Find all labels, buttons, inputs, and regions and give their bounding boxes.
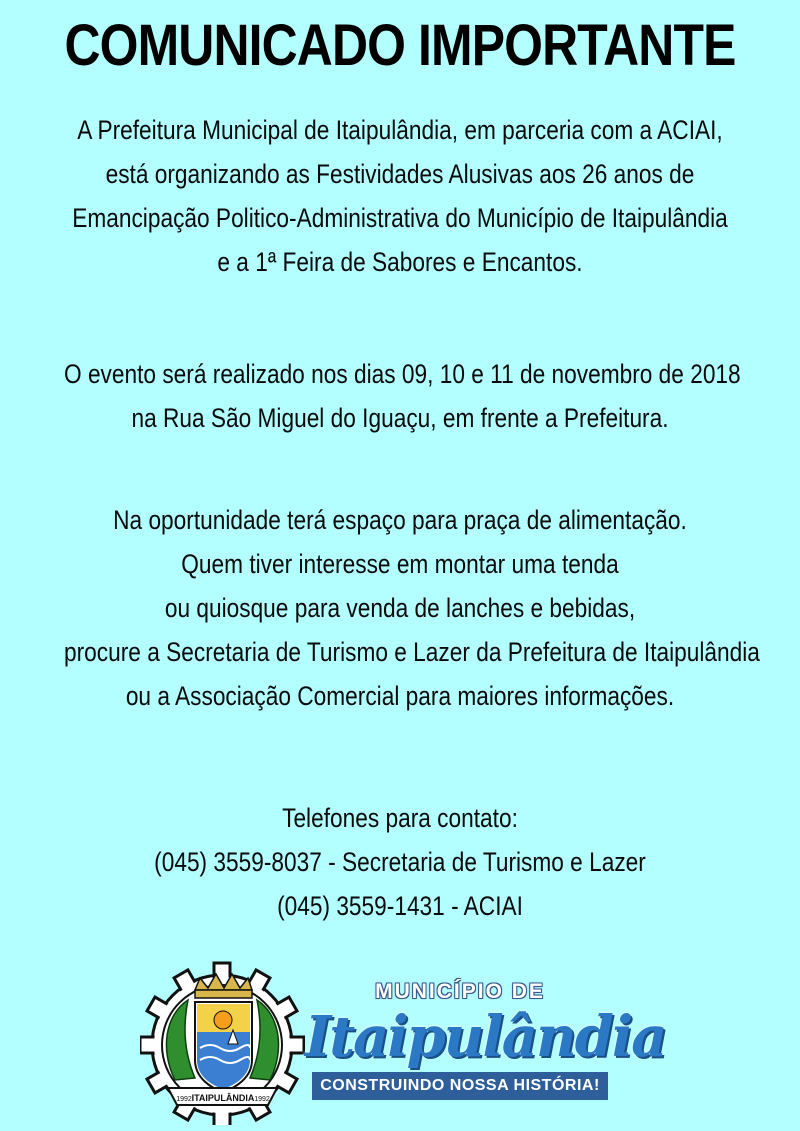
intro-line: está organizando as Festividades Alusivas aos 26 anos de <box>105 159 695 189</box>
contact-heading: Telefones para contato: <box>282 803 518 833</box>
intro-line: Emancipação Politico-Administrativa do Município de Itaipulândia <box>72 203 728 233</box>
event-line: na Rua São Miguel do Iguaçu, em frente a Prefeitura. <box>131 403 669 433</box>
municipal-crest-icon <box>140 960 305 1125</box>
food-line: ou quiosque para venda de lanches e bebidas, <box>164 593 636 623</box>
food-line: procure a Secretaria de Turismo e Lazer da Prefeitura de Itaipulândia <box>64 637 760 667</box>
brand-top-text: MUNICÍPIO DE <box>375 980 545 1003</box>
intro-paragraph <box>0 108 800 284</box>
intro-line: e a 1ª Feira de Sabores e Encantos. <box>217 247 583 277</box>
crest-year-left: 1992 <box>176 1096 192 1103</box>
contact-phone-line: (045) 3559-1431 - ACIAI <box>277 891 523 921</box>
food-line: ou a Associação Comercial para maiores informações. <box>125 681 675 711</box>
municipality-logo <box>305 978 666 1118</box>
brand-tagline: CONSTRUINDO NOSSA HISTÓRIA! <box>312 1072 608 1100</box>
contact-phone-line: (045) 3559-8037 - Secretaria de Turismo e Lazer <box>154 847 646 877</box>
intro-line: A Prefeitura Municipal de Itaipulândia, em parceria com a ACIAI, <box>77 115 723 145</box>
event-paragraph <box>0 352 800 440</box>
food-line: Quem tiver interesse em montar uma tenda <box>181 549 619 579</box>
footer <box>0 960 800 1131</box>
crest-year-right: 1992 <box>254 1096 270 1103</box>
food-line: Na oportunidade terá espaço para praça de alimentação. <box>113 505 687 535</box>
page-title: COMUNICADO IMPORTANTE <box>64 13 736 78</box>
brand-name-text: Itaipulândia <box>305 1004 666 1070</box>
contact-paragraph <box>0 796 800 928</box>
event-line: O evento será realizado nos dias 09, 10 e 11 de novembro de 2018 <box>64 359 741 389</box>
food-paragraph <box>0 498 800 718</box>
crest-ribbon-text: ITAIPULÂNDIA <box>191 1093 255 1103</box>
